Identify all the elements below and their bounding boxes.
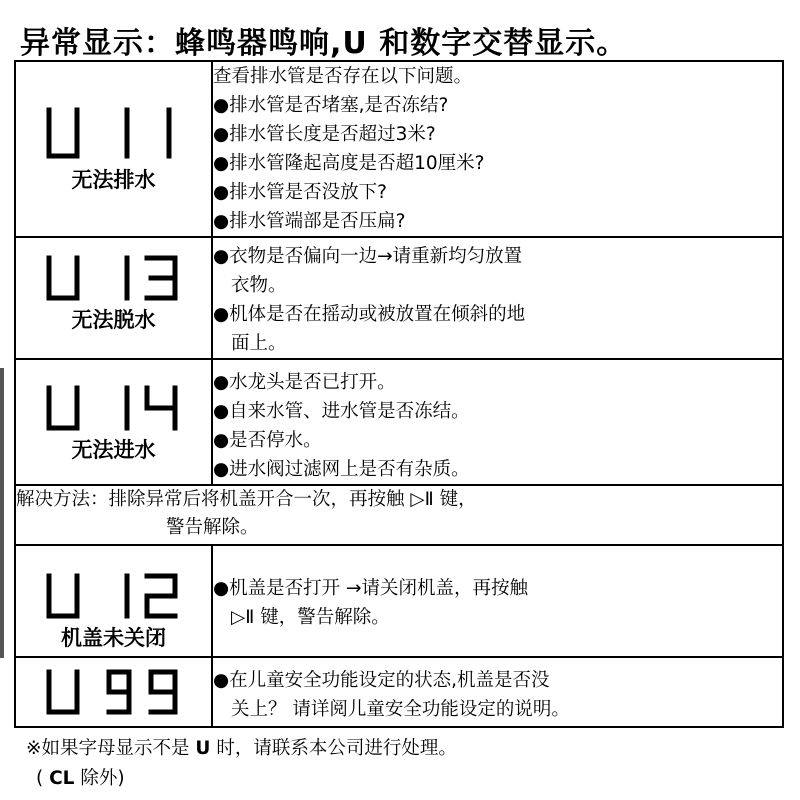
description-line: 关上？ 请详阅儿童安全功能设定的说明。: [231, 699, 570, 720]
solution-line: 解决方法：排除异常后将机盖开合一次，再按触 ▷Ⅱ 键，: [16, 489, 477, 510]
description-cell: [212, 545, 783, 657]
description-line: ●机盖是否打开 →请关闭机盖，再按触: [213, 578, 529, 599]
description-cell: [212, 657, 783, 727]
footnote-code-cl: CL: [49, 768, 75, 789]
segment-display-u99: [39, 668, 189, 718]
error-label: 机盖未关闭: [61, 626, 166, 650]
description-cell: [212, 61, 783, 237]
table-row: [15, 657, 783, 727]
error-table-lid: [14, 544, 784, 728]
left-edge-bar: [0, 368, 4, 658]
error-label: 无法排水: [71, 168, 156, 192]
description-line: ▷Ⅱ 键，警告解除。: [231, 607, 390, 628]
description-line: ●机体是否在摇动或被放置在倾斜的地: [213, 304, 526, 325]
description-line: ●水龙头是否已打开。: [213, 372, 396, 393]
description-line: 衣物。: [231, 275, 287, 296]
footnote-text: 时，请联系本公司进行处理。: [216, 738, 457, 759]
code-cell: [15, 359, 212, 485]
description-line: ●是否停水。: [213, 430, 322, 451]
code-cell: [15, 657, 212, 727]
description-line: ●排水管隆起高度是否超10厘米?: [213, 153, 485, 174]
page-title: 异常显示：蜂鸣器鸣响,U 和数字交替显示。: [20, 26, 628, 61]
segment-display-u12: [39, 572, 189, 622]
footnote-text: 除外): [80, 768, 125, 789]
description-line: ●衣物是否偏向一边→请重新均匀放置: [213, 246, 523, 267]
footnote-code-u: U: [195, 738, 211, 759]
table-row: [15, 237, 783, 359]
footnote-text: (: [36, 768, 44, 789]
description-line: 面上。: [231, 333, 287, 354]
error-label: 无法脱水: [71, 308, 156, 332]
error-table-main: [14, 60, 784, 546]
code-cell: [15, 545, 212, 657]
description-line: ●排水管端部是否压扁?: [213, 211, 406, 232]
code-cell: [15, 237, 212, 359]
description-line: ●排水管是否堵塞,是否冻结?: [213, 95, 449, 116]
description-line: ●进水阀过滤网上是否有杂质。: [213, 459, 470, 480]
description-line: ●在儿童安全功能设定的状态,机盖是否没: [213, 670, 550, 691]
description-line: ●排水管长度是否超过3米?: [213, 124, 436, 145]
code-cell: [15, 61, 212, 237]
description-line: ●自来水管、进水管是否冻结。: [213, 401, 470, 422]
table-row: [15, 61, 783, 237]
table-row: [15, 485, 783, 545]
description-cell: [212, 359, 783, 485]
solution-cell: [15, 485, 783, 545]
segment-display-u11: [39, 102, 189, 164]
table-row: [15, 359, 783, 485]
solution-line: 警告解除。: [166, 517, 259, 538]
description-line: ●排水管是否没放下?: [213, 182, 387, 203]
table-row: [15, 545, 783, 657]
error-label: 无法进水: [71, 438, 156, 462]
segment-display-u14: [39, 384, 189, 434]
segment-display-u13: [39, 254, 189, 304]
footnote-text: ※如果字母显示不是: [26, 738, 190, 759]
description-line: 查看排水管是否存在以下问题。: [213, 66, 473, 87]
description-cell: [212, 237, 783, 359]
footnote: [26, 734, 457, 794]
